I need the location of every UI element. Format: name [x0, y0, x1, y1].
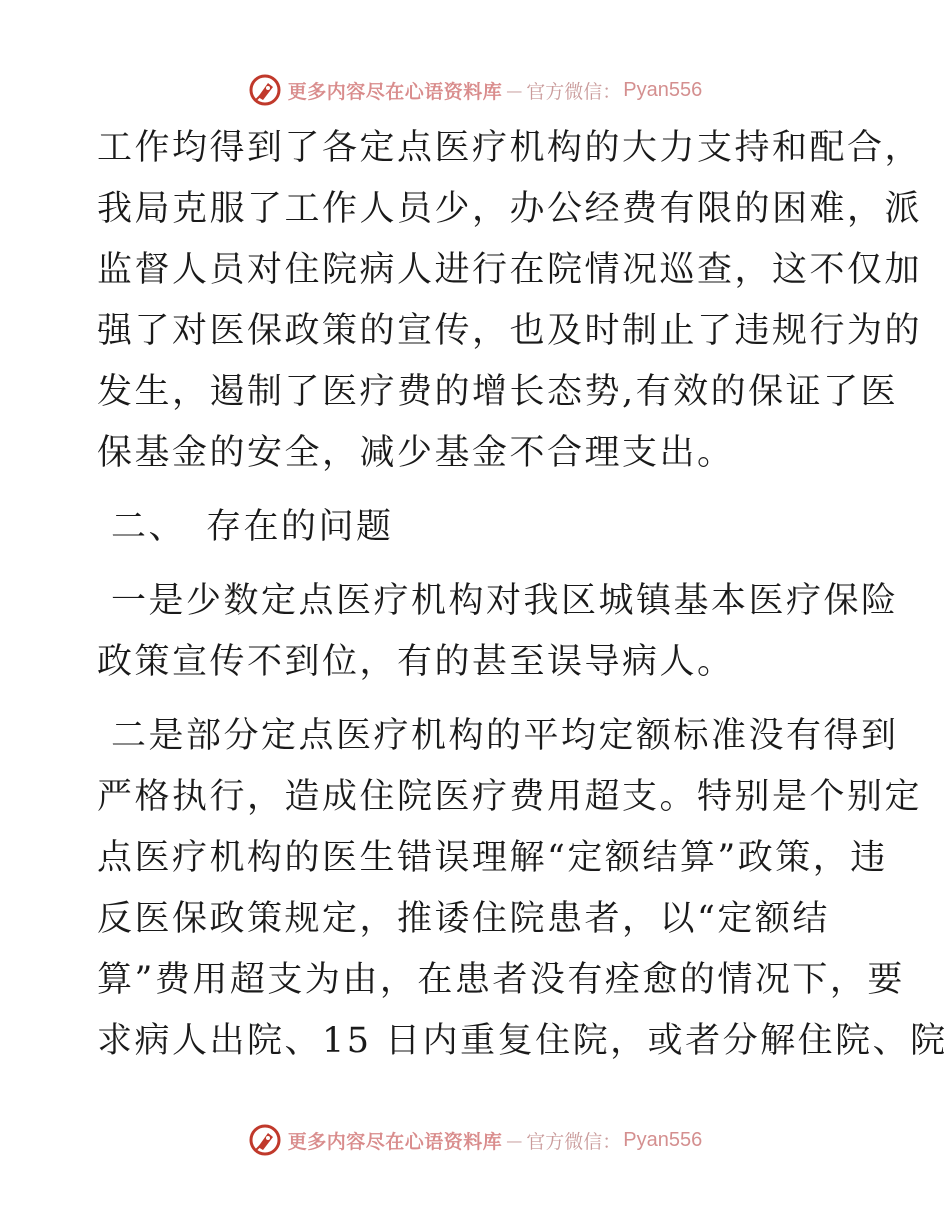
pen-nib-logo-icon: [248, 1123, 282, 1157]
paragraph-2: [97, 571, 899, 693]
text-line: 一是少数定点医疗机构对我区城镇基本医疗保险: [111, 581, 899, 621]
watermark-official-label: 官方微信：: [526, 80, 622, 103]
text-line: 反医保政策规定，推诿住院患者，以“定额结: [97, 899, 830, 939]
paragraph-3: [97, 706, 948, 1072]
section-title: 存在的问题: [206, 507, 394, 547]
text-line: 监督人员对住院病人进行在院情况巡查，这不仅加: [97, 250, 923, 290]
text-line: 工作均得到了各定点医疗机构的大力支持和配合，: [97, 128, 923, 168]
text-line: 严格执行，造成住院医疗费用超支。特别是个别定: [97, 777, 923, 817]
text-line: 算”费用超支为由，在患者没有痊愈的情况下，要: [97, 960, 905, 1000]
paragraph-1: [97, 118, 923, 484]
text-line: 二是部分定点医疗机构的平均定额标准没有得到: [111, 716, 899, 756]
header-watermark: [0, 70, 950, 110]
text-line: 政策宣传不到位，有的甚至误导病人。: [97, 642, 735, 682]
watermark-text: 更多内容尽在心语资料库: [287, 1130, 503, 1153]
text-line: 保基金的安全，减少基金不合理支出。: [97, 433, 735, 473]
text-line: 我局克服了工作人员少，办公经费有限的困难，派: [97, 189, 923, 229]
text-line: 强了对医保政策的宣传，也及时制止了违规行为的: [97, 311, 923, 351]
pen-nib-logo-icon: [248, 73, 282, 107]
section-heading: [97, 497, 857, 558]
text-line: 求病人出院、15 日内重复住院，或者分解住院、院: [97, 1021, 948, 1061]
watermark-separator: —: [506, 80, 523, 100]
watermark-official-label: 官方微信：: [526, 1130, 622, 1153]
footer-watermark: [0, 1120, 950, 1160]
watermark-separator: —: [506, 1130, 523, 1150]
watermark-wechat-id: Pyan556: [623, 1128, 703, 1151]
text-line: 点医疗机构的医生错误理解“定额结算”政策，违: [97, 838, 888, 878]
document-body: [97, 118, 948, 1072]
text-line: 发生，遏制了医疗费的增长态势,有效的保证了医: [97, 372, 899, 412]
watermark-wechat-id: Pyan556: [623, 78, 703, 101]
section-number: 二、: [111, 507, 187, 547]
watermark-text: 更多内容尽在心语资料库: [287, 80, 503, 103]
